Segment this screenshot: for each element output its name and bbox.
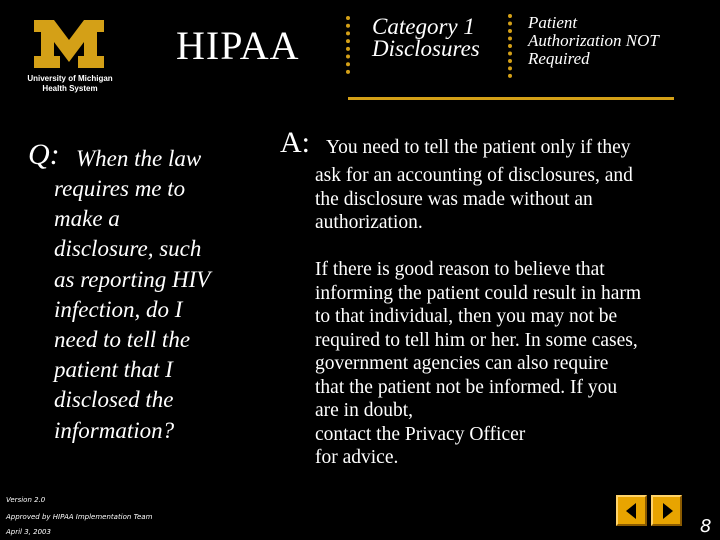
date-label: April 3, 2003 bbox=[6, 528, 51, 536]
answer-line: contact the Privacy Officer bbox=[315, 423, 526, 445]
answer-line: ask for an accounting of disclosures, and bbox=[315, 165, 633, 186]
note-line-2: Authorization NOT bbox=[528, 31, 659, 50]
question-line: requires me to bbox=[54, 176, 186, 201]
university-logo bbox=[20, 18, 120, 98]
question-line: as reporting HIV bbox=[54, 266, 211, 292]
note-line-1: Patient bbox=[528, 13, 578, 32]
category-label bbox=[372, 16, 480, 60]
answer-line: informing the patient could result in harm bbox=[315, 282, 642, 304]
arrow-right-icon bbox=[657, 501, 677, 521]
question-marker: Q: bbox=[28, 138, 60, 171]
question-line: infection, do I bbox=[54, 296, 183, 322]
answer-line: to that individual, then you may not be bbox=[315, 306, 618, 327]
page-title: HIPAA bbox=[176, 23, 300, 68]
version-label: Version 2.0 bbox=[6, 496, 46, 504]
arrow-left-icon bbox=[622, 501, 642, 521]
category-line-1: Category 1 bbox=[372, 14, 475, 39]
note-line-3: Required bbox=[528, 49, 590, 68]
question-line: need to tell the bbox=[54, 327, 191, 353]
answer-line: If there is good reason to believe that bbox=[315, 259, 605, 280]
answer-line: for advice. bbox=[315, 447, 399, 468]
question-line: patient that I bbox=[54, 357, 173, 383]
block-m-icon bbox=[32, 18, 106, 70]
approved-label: Approved by HIPAA Implementation Team bbox=[6, 513, 153, 521]
page-number: 8 bbox=[700, 516, 712, 537]
logo-line-1: University of Michigan bbox=[27, 74, 113, 83]
answer-line: that the patient not be informed. If you bbox=[315, 376, 618, 398]
authorization-note bbox=[528, 14, 659, 68]
previous-slide-button[interactable] bbox=[616, 495, 647, 526]
question-line: disclosure, such bbox=[54, 236, 202, 262]
answer-line: the disclosure was made without an bbox=[315, 188, 593, 210]
question-line: information? bbox=[54, 417, 175, 443]
question-line: make a bbox=[54, 206, 120, 232]
answer-paragraph-2 bbox=[315, 258, 695, 470]
answer-marker: A: bbox=[280, 126, 310, 159]
question-line: disclosed the bbox=[54, 387, 174, 413]
answer-line: authorization. bbox=[315, 212, 423, 233]
dotted-divider bbox=[346, 16, 350, 74]
answer-first-line: You need to tell the patient only if they bbox=[326, 137, 631, 158]
answer-paragraph-1 bbox=[315, 164, 695, 235]
answer-line: are in doubt, bbox=[315, 400, 414, 421]
question-first-line: When the law bbox=[76, 146, 202, 171]
header-rule bbox=[348, 97, 674, 100]
question-text bbox=[54, 174, 254, 446]
next-slide-button[interactable] bbox=[651, 495, 682, 526]
answer-line: government agencies can also require bbox=[315, 353, 609, 374]
dotted-divider bbox=[508, 14, 512, 78]
logo-line-2: Health System bbox=[42, 84, 98, 93]
answer-line: required to tell him or her. In some cases, bbox=[315, 329, 638, 351]
category-line-2: Disclosures bbox=[372, 36, 480, 61]
